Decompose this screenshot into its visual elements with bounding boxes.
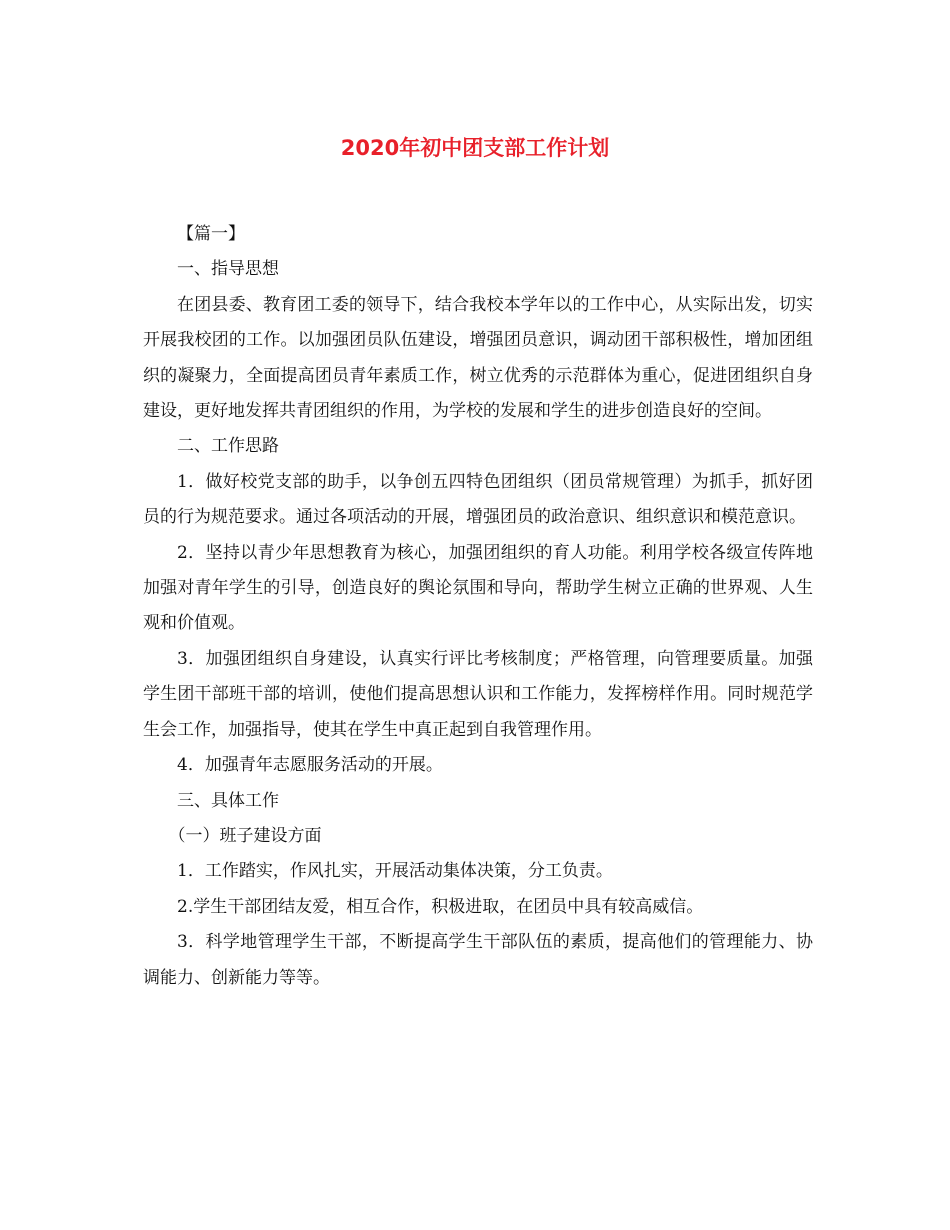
heading-guiding-ideology: 一、指导思想 (177, 259, 279, 280)
paragraph-team-3: 3．科学地管理学生干部，不断提高学生干部队伍的素质，提高他们的管理能力、协调能力、创新能力等等。 (143, 932, 813, 988)
paragraph-guiding-ideology: 在团县委、教育团工委的领导下，结合我校本学年以的工作中心，从实际出发，切实开展我校团的工作。以加强团员队伍建设，增强团员意识，调动团干部积极性，增加团组织的凝聚力，全面提高团员青年素质工作，树立优秀的示范群体为重心，促进团组织自身建设，更好地发挥共青团组织的作用，为学校的发展和学生的进步创造良好的空间。 (143, 294, 813, 422)
paragraph-team-1: 1．工作踏实，作风扎实，开展活动集体决策，分工负责。 (177, 861, 613, 882)
document-title: 2020年初中团支部工作计划 (340, 136, 610, 160)
heading-work-approach: 二、工作思路 (177, 436, 279, 457)
section-label: 【篇一】 (177, 224, 245, 244)
document-body (143, 217, 813, 996)
heading-specific-work: 三、具体工作 (177, 790, 279, 811)
paragraph-approach-4: 4．加强青年志愿服务活动的开展。 (177, 755, 443, 776)
paragraph-team-2: 2.学生干部团结友爱，相互合作，积极进取，在团员中具有较高威信。 (177, 896, 704, 917)
paragraph-approach-3: 3．加强团组织自身建设，认真实行评比考核制度；严格管理，向管理要质量。加强学生团干部班干部的培训，使他们提高思想认识和工作能力，发挥榜样作用。同时规范学生会工作，加强指导，使其在学生中真正起到自我管理作用。 (143, 648, 813, 740)
paragraph-approach-2: 2．坚持以青少年思想教育为核心，加强团组织的育人功能。利用学校各级宣传阵地加强对青年学生的引导，创造良好的舆论氛围和导向，帮助学生树立正确的世界观、人生观和价值观。 (143, 542, 813, 634)
subheading-team-building: （一）班子建设方面 (168, 825, 322, 846)
paragraph-approach-1: 1．做好校党支部的助手，以争创五四特色团组织（团员常规管理）为抓手，抓好团员的行为规范要求。通过各项活动的开展，增强团员的政治意识、组织意识和模范意识。 (143, 471, 813, 528)
